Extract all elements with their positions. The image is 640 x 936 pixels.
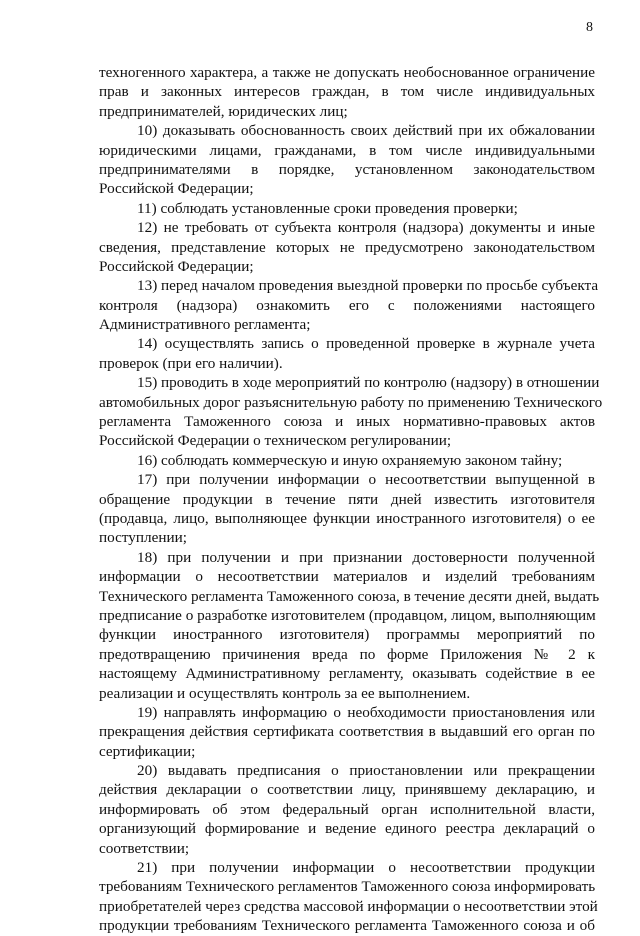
text-line: 10) доказывать обоснованность своих действий при их обжаловании (137, 122, 595, 140)
text-line: 11) соблюдать установленные сроки проведения проверки; (137, 199, 518, 217)
page-number: 8 (586, 20, 593, 35)
text-line: предотвращению причинения вреда по форме Приложения № 2 к (99, 645, 595, 663)
text-line: регламента Таможенного союза и иных нормативно-правовых актов (99, 413, 595, 431)
text-line: организующий формирование и ведение единого реестра деклараций о (99, 820, 595, 838)
text-line: Российской Федерации; (99, 257, 254, 275)
text-line: автомобильных дорог разъяснительную работу по применению Технического (99, 393, 603, 411)
text-line: контроля (надзора) ознакомить его с положениями настоящего (99, 296, 595, 314)
text-line: действия декларации о соответствии лицу, принявшему декларацию, и (99, 781, 595, 799)
text-line: предписание о разработке изготовителем (продавцом, лицом, выполняющим (99, 606, 596, 624)
text-line: (продавца, лицо, выполняющее функции иностранного изготовителя) о ее (99, 509, 595, 527)
text-line: сертификации; (99, 742, 196, 760)
text-line: 17) при получении информации о несоответствии выпущенной в (137, 471, 595, 489)
document-body (99, 63, 603, 936)
text-line: поступлении; (99, 529, 187, 547)
text-line: прав и законных интересов граждан, в том числе индивидуальных (99, 83, 595, 101)
text-line: 13) перед началом проведения выездной проверки по просьбе субъекта (137, 277, 599, 295)
text-line: 18) при получении и при признании достоверности полученной (137, 548, 595, 566)
text-line: продукции требованиям Технического регламента Таможенного союза и об (99, 917, 595, 935)
text-line: юридическими лицами, гражданами, в том числе индивидуальными (99, 141, 595, 159)
text-line: Административного регламента; (99, 316, 311, 334)
text-line: 21) при получении информации о несоответствии продукции (137, 859, 595, 877)
text-line: Российской Федерации; (99, 180, 254, 198)
text-line: прекращения действия сертификата соответствия в выдавший его орган по (99, 723, 595, 741)
text-line: настоящему Административному регламенту, оказывать содействие в ее (99, 665, 595, 683)
text-line: соответствии; (99, 839, 190, 857)
text-line: информировать об этом федеральный орган исполнительной власти, (99, 800, 595, 818)
text-line: техногенного характера, а также не допускать необоснованное ограничение (99, 64, 595, 81)
text-line: требованиям Технического регламентов Таможенного союза информировать (99, 878, 596, 896)
text-line: проверок (при его наличии). (99, 354, 283, 372)
text-line: 12) не требовать от субъекта контроля (надзора) документы и иные (137, 219, 595, 237)
text-line: 14) осуществлять запись о проведенной проверке в журнале учета (137, 335, 595, 353)
text-line: Российской Федерации о техническом регулировании; (99, 432, 452, 450)
text-line: 19) направлять информацию о необходимости приостановления или (137, 703, 595, 721)
text-line: обращение продукции в течение пяти дней известить изготовителя (99, 490, 595, 508)
text-line: информации о несоответствии материалов и изделий требованиям (99, 568, 595, 586)
text-line: предпринимателями в порядке, установленном законодательством (99, 160, 595, 178)
text-line: реализации и осуществлять контроль за ее выполнением. (99, 684, 471, 702)
text-line: приобретателей через средства массовой информации о несоответствии этой (99, 897, 598, 915)
text-line: 15) проводить в ходе мероприятий по контролю (надзору) в отношении (137, 374, 600, 392)
text-line: 20) выдавать предписания о приостановлении или прекращении (137, 762, 595, 780)
text-line: сведения, представление которых не предусмотрено законодательством (99, 238, 595, 256)
text-line: функции иностранного изготовителя) программы мероприятий по (99, 626, 595, 644)
text-line: Технического регламента Таможенного союза, в течение десяти дней, выдать (99, 587, 600, 605)
text-line: предпринимателей, юридических лиц; (99, 102, 348, 120)
text-line: 16) соблюдать коммерческую и иную охраняемую законом тайну; (137, 451, 563, 469)
